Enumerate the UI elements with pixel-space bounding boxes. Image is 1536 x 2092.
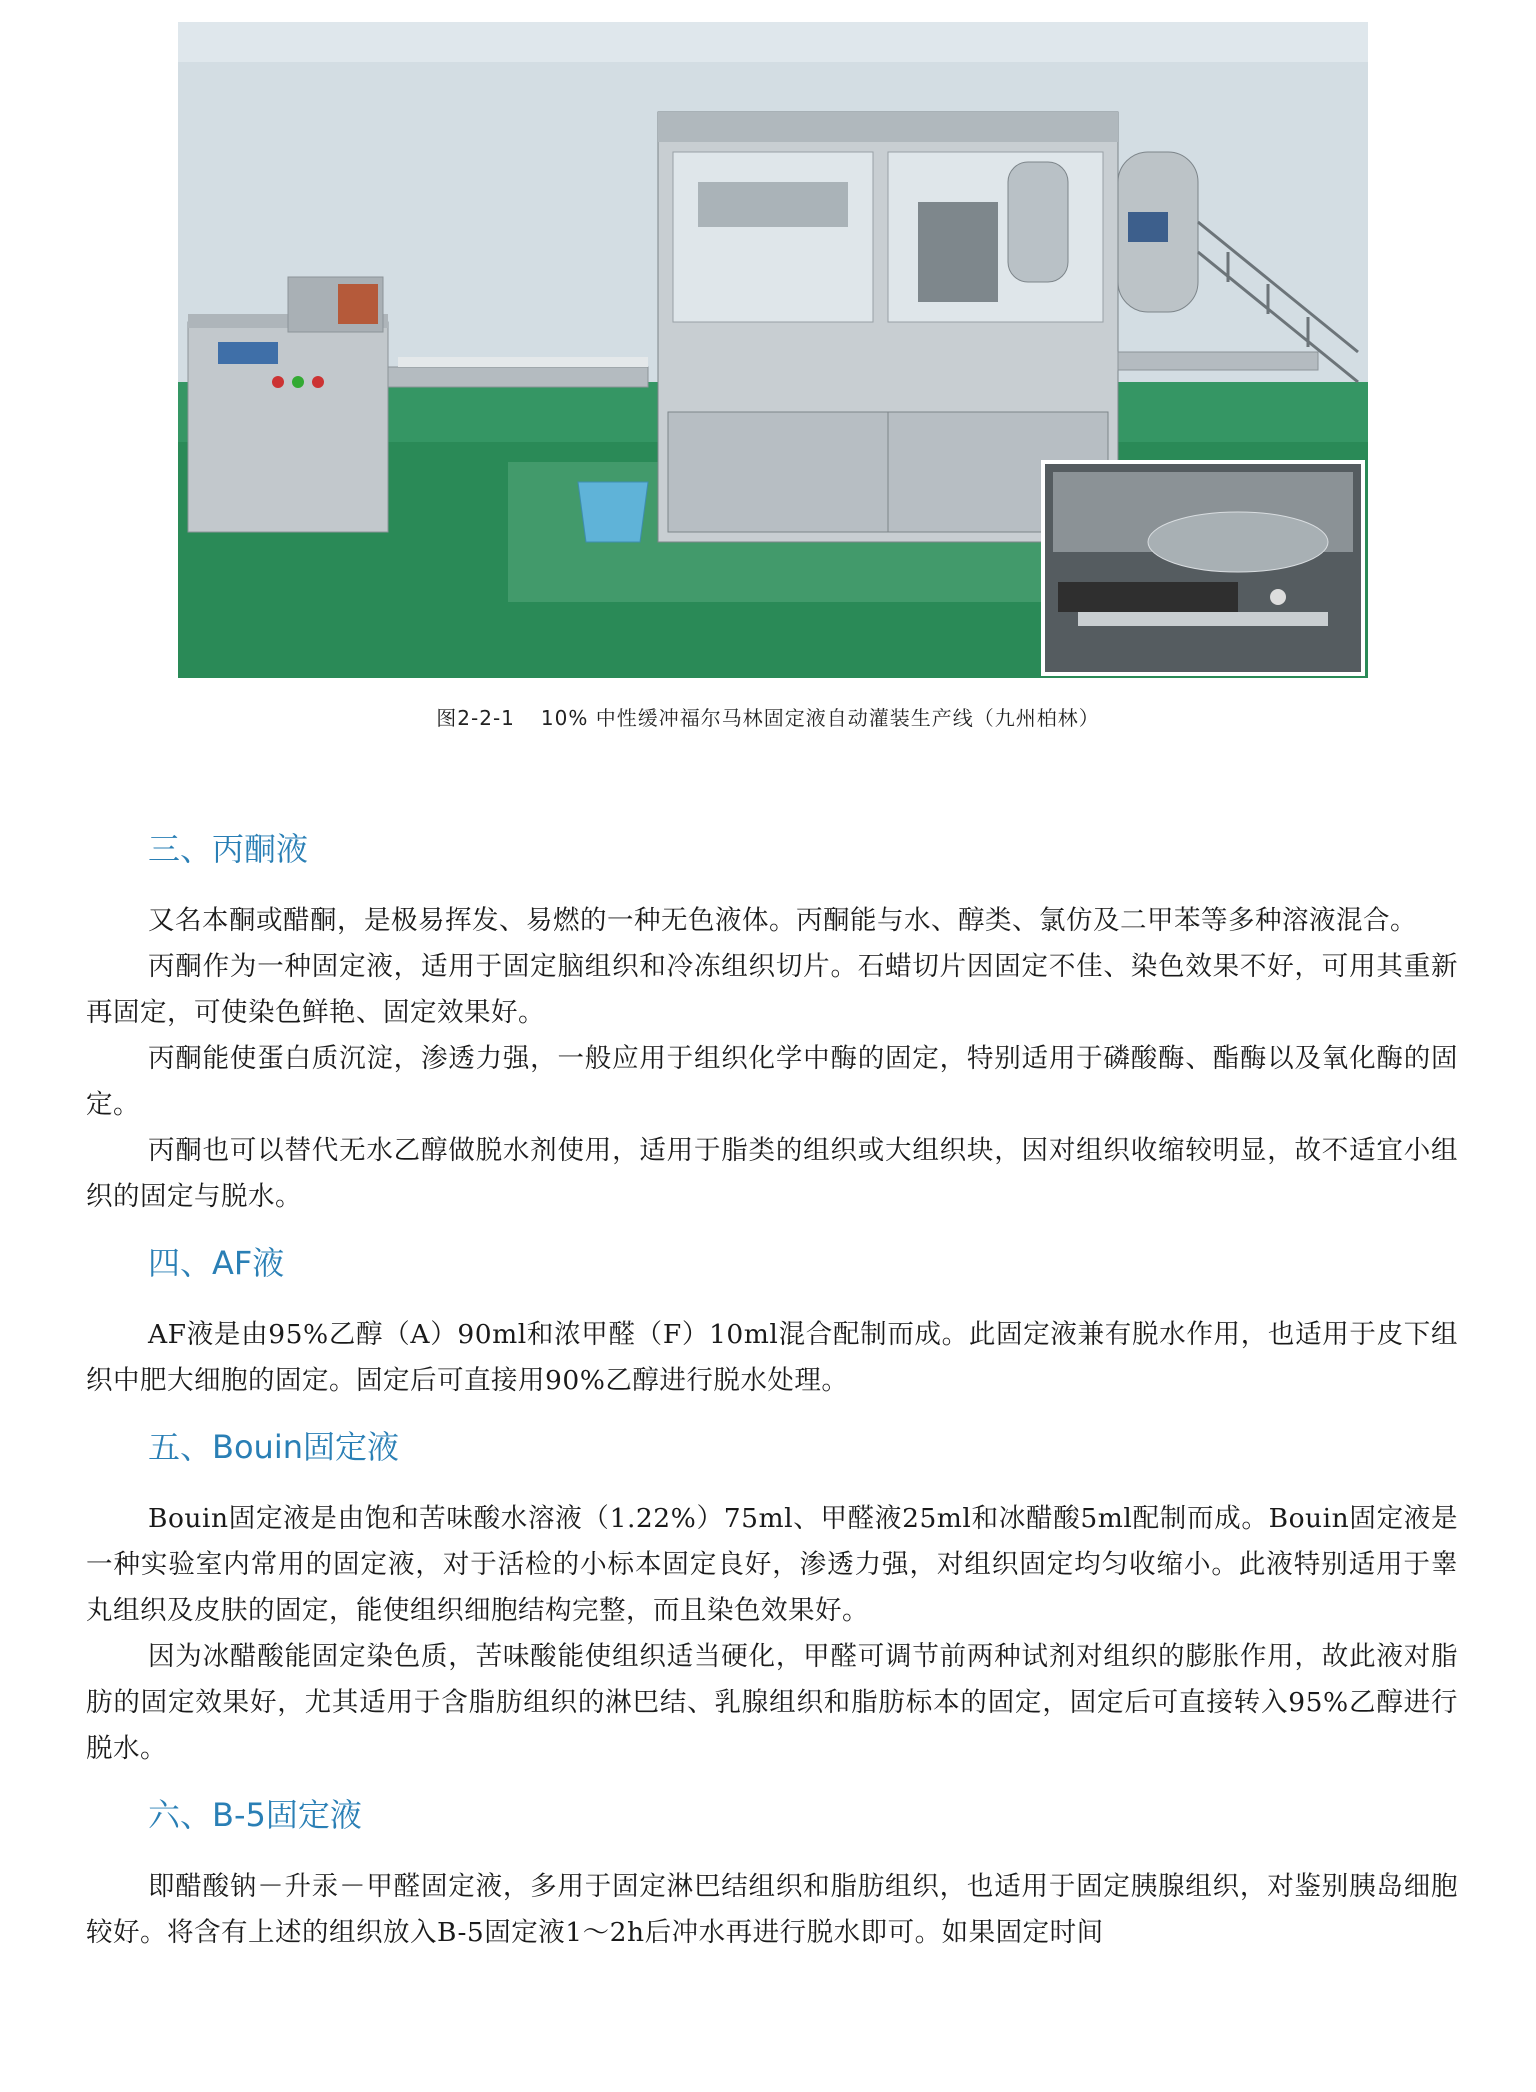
figure-label: 图2-2-1 (436, 706, 515, 730)
paragraph: 丙酮能使蛋白质沉淀，渗透力强，一般应用于组织化学中酶的固定，特别适用于磷酸酶、酯酶以及氧化酶的固定。 (86, 1043, 1458, 1120)
article-body (86, 828, 1458, 1978)
paragraph: Bouin固定液是由饱和苦味酸水溶液（1.22%）75ml、甲醛液25ml和冰醋酸5ml配制而成。Bouin固定液是一种实验室内常用的固定液，对于活检的小标本固定良好，渗透力强，对组织固定均匀收缩小。此液特别适用于睾丸组织及皮肤的固定，能使组织细胞结构完整，而且染色效果好。 (86, 1503, 1458, 1626)
section-heading: 六、B-5固定液 (148, 1796, 362, 1834)
section-heading: 三、丙酮液 (148, 830, 309, 868)
section-bouin-fixative (86, 1426, 1458, 1772)
paragraph: 丙酮作为一种固定液，适用于固定脑组织和冷冻组织切片。石蜡切片因固定不佳、染色效果不好，可用其重新再固定，可使染色鲜艳、固定效果好。 (86, 951, 1458, 1028)
section-b5-fixative (86, 1794, 1458, 1956)
section-af-solution (86, 1242, 1458, 1404)
section-heading: 四、AF液 (148, 1244, 285, 1282)
paragraph: 丙酮也可以替代无水乙醇做脱水剂使用，适用于脂类的组织或大组织块，因对组织收缩较明显，故不适宜小组织的固定与脱水。 (86, 1135, 1458, 1212)
figure-photo (178, 22, 1368, 678)
paragraph: AF液是由95%乙醇（A）90ml和浓甲醛（F）10ml混合配制而成。此固定液兼有脱水作用，也适用于皮下组织中肥大细胞的固定。固定后可直接用90%乙醇进行脱水处理。 (86, 1319, 1458, 1396)
section-heading: 五、Bouin固定液 (148, 1428, 399, 1466)
figure-caption-text: 10% 中性缓冲福尔马林固定液自动灌装生产线（九州柏林） (540, 706, 1100, 730)
production-line-photo-icon (178, 22, 1368, 678)
paragraph: 即醋酸钠－升汞－甲醛固定液，多用于固定淋巴结组织和脂肪组织，也适用于固定胰腺组织，对鉴别胰岛细胞较好。将含有上述的组织放入B-5固定液1～2h后冲水再进行脱水即可。如果固定时间 (86, 1871, 1458, 1948)
paragraph: 又名本酮或醋酮，是极易挥发、易燃的一种无色液体。丙酮能与水、醇类、氯仿及二甲苯等多种溶液混合。 (148, 905, 1417, 936)
figure-caption (0, 702, 1536, 731)
section-acetone (86, 828, 1458, 1220)
paragraph: 因为冰醋酸能固定染色质，苦味酸能使组织适当硬化，甲醛可调节前两种试剂对组织的膨胀作用，故此液对脂肪的固定效果好，尤其适用于含脂肪组织的淋巴结、乳腺组织和脂肪标本的固定，固定后可直接转入95%乙醇进行脱水。 (86, 1641, 1458, 1764)
